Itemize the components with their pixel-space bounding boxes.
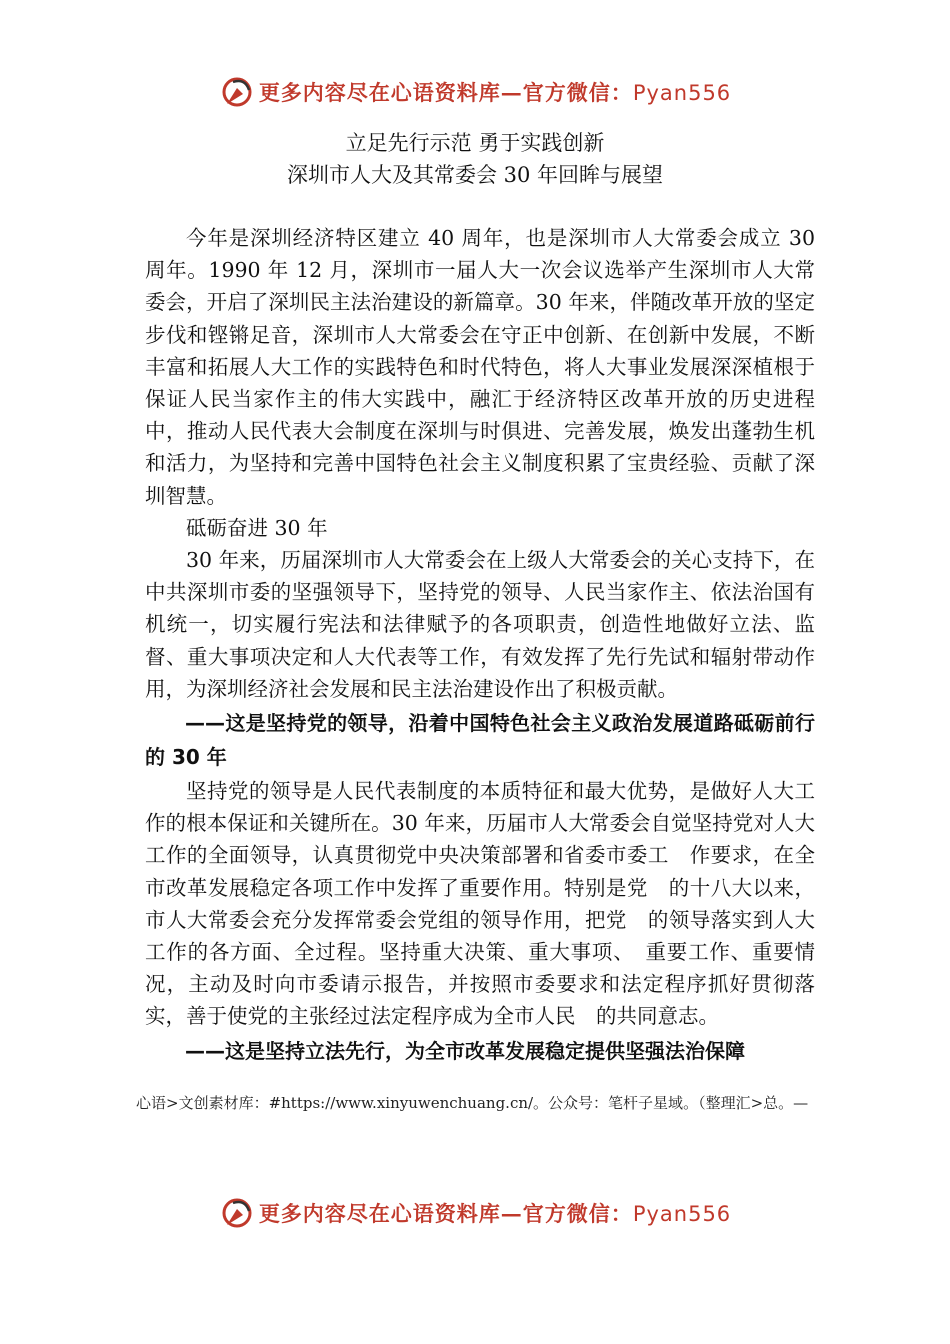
bottom-banner [0, 1193, 950, 1233]
bold-subheading: ——这是坚持党的领导，沿着中国特色社会主义政治发展道路砥砺前行的 30 年 [145, 711, 815, 770]
article-body [145, 222, 815, 1069]
banner-text [259, 1198, 731, 1228]
top-banner [0, 72, 950, 112]
banner-label: 更多内容尽在心语资料库—官方微信： [258, 1201, 633, 1226]
paragraph: 坚持党的领导是人民代表制度的本质特征和最大优势，是做好人大工作的根本保证和关键所在。30 年来，历届市人大常委会自觉坚持党对人大工作的全面领导，认真贯彻党中央决策部署和省委市委工 作要求，在全市改革发展稳定各项工作中发挥了重要作用。特别是党 的十八大以来，市人大常委会充分发挥常委会党组的领导作用，把党 的领导落实到人大工作的各方面、全过程。坚持重大决策、重大事项、 重要工作、重要情况，主动及时向市委请示报告，并按照市委要求和法定程序抓好贯彻落实，善于使党的主张经过法定程序成为全市人民 的共同意志。 [145, 779, 815, 1029]
footer-source: 心语>文创素材库：#https://www.xinyuwenchuang.cn/。公众号：笔杆子星域。（整理汇>总。— [136, 1094, 809, 1112]
doc-title: 立足先行示范 勇于实践创新 [345, 131, 605, 155]
banner-text [259, 77, 731, 107]
banner-wechat-id: Pyan556 [632, 81, 732, 105]
bold-subheading: ——这是坚持立法先行，为全市改革发展稳定提供坚强法治保障 [185, 1038, 745, 1063]
section-heading: 砥砺奋进 30 年 [186, 515, 328, 540]
paragraph: 30 年来，历届深圳市人大常委会在上级人大常委会的关心支持下，在中共深圳市委的坚强领导下，坚持党的领导、人民当家作主、依法治国有机统一，切实履行宪法和法律赋予的各项职责，创造性地做好立法、监督、重大事项决定和人大代表等工作，有效发挥了先行先试和辐射带动作用，为深圳经济社会发展和民主法治建设作出了积极贡献。 [145, 548, 815, 701]
banner-wechat-id: Pyan556 [632, 1202, 732, 1226]
logo-icon [219, 1195, 255, 1231]
paragraph-intro: 今年是深圳经济特区建立 40 周年，也是深圳市人大常委会成立 30 周年。1990 年 12 月，深圳市一届人大一次会议选举产生深圳市人大常委会，开启了深圳民主法治建设的新篇章。30 年来，伴随改革开放的坚定步伐和铿锵足音，深圳市人大常委会在守正中创新、在创新中发展，不断丰富和拓展人大工作的实践特色和时代特色，将人大事业发展深深植根于保证人民当家作主的伟大实践中，融汇于经济特区改革开放的历史进程中，推动人民代表大会制度在深圳与时俱进、完善发展，焕发出蓬勃生机和活力，为坚持和完善中国特色社会主义制度积累了宝贵经验、贡献了深圳智慧。 [145, 226, 815, 508]
logo-icon [219, 74, 255, 110]
doc-subtitle: 深圳市人大及其常委会 30 年回眸与展望 [286, 163, 664, 187]
banner-label: 更多内容尽在心语资料库—官方微信： [258, 80, 633, 105]
